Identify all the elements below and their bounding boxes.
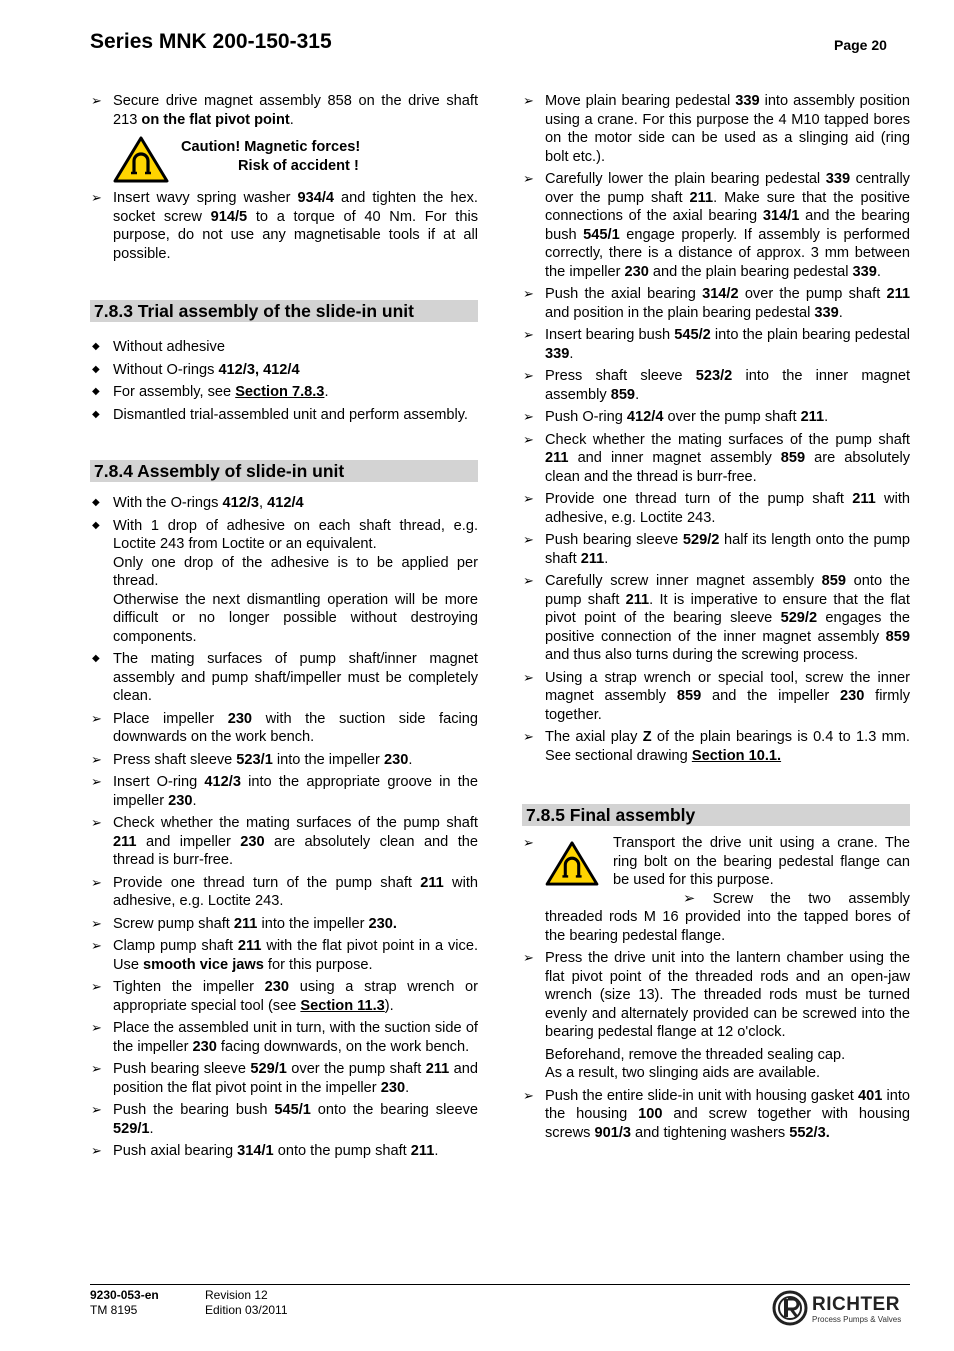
list-item: ➢ Push O-ring 412/4 over the pump shaft 211. (523, 409, 829, 425)
arrow-head-icon: ➢ (91, 751, 102, 767)
logo-subtext: Process Pumps & Valves (812, 1315, 902, 1324)
section-heading-7-8-5: 7.8.5 Final assembly (522, 804, 910, 826)
section-heading-7-8-3: 7.8.3 Trial assembly of the slide-in unit (90, 300, 478, 322)
richter-logo-mark (772, 1290, 810, 1326)
section-link[interactable]: Section 11.3 (300, 997, 385, 1014)
magnet-warning-icon (113, 135, 169, 183)
list-item: ◆ Dismantled trial-assembled unit and perform assembly. (92, 406, 468, 423)
caution-box (113, 135, 478, 183)
arrow-head-icon: ➢ (523, 368, 534, 383)
list-item: ➢ Push bearing sleeve 529/1 over the pump shaft 211 and position the flat pivot point in the impeller 230. (91, 1061, 478, 1096)
list-item: ➢ Carefully screw inner magnet assembly 859 onto the pump shaft 211. It is imperative to ensure that the flat pivot point of the bearing sleeve 529/2 engages the positive connection of the inner magnet assembly 859 and thus also turns during the screwing process. (523, 573, 911, 663)
footer-revision-info (205, 1288, 288, 1318)
logo-text: RICHTER (812, 1294, 900, 1315)
arrow-head-icon: ➢ (523, 93, 534, 108)
arrow-head-icon: ➢ (523, 532, 534, 547)
diamond-bullet-icon: ◆ (92, 497, 100, 508)
list-item: ➢ Transport the drive unit using a crane. The ring bolt on the bearing pedestal flange can be used for this purpose. ➢ Screw the two assembly threaded rods M 16 provided into the tapped bores of the bearing pedestal flange. (523, 835, 910, 944)
page-title: Series MNK 200-150-315 (90, 30, 332, 53)
arrow-head-icon: ➢ (523, 1087, 534, 1103)
list-item: ➢ Secure drive magnet assembly 858 on the drive shaft 213 on the flat pivot point. (91, 93, 478, 128)
list-item: ➢ Insert O-ring 412/3 into the appropriate groove in the impeller 230. (91, 774, 478, 809)
arrow-head-icon: ➢ (91, 1020, 102, 1035)
doc-number: 9230-053-en (90, 1288, 159, 1302)
list-item: ◆ Without O-rings 412/3, 412/4 (92, 361, 300, 378)
arrow-head-icon: ➢ (91, 938, 102, 953)
list-item: ➢ Clamp pump shaft 211 with the flat pivot point in a vice. Use smooth vice jaws for this purpose. (91, 938, 478, 973)
list-item: ◆ For assembly, see Section 7.8.3. (92, 384, 329, 400)
revision: Revision 12 (205, 1288, 268, 1302)
arrow-head-icon: ➢ (523, 950, 534, 965)
list-item: ➢ Screw pump shaft 211 into the impeller 230. (91, 915, 397, 932)
list-item: ➢ Push the bearing bush 545/1 onto the bearing sleeve 529/1. (91, 1102, 478, 1137)
section-heading-7-8-4: 7.8.4 Assembly of slide-in unit (90, 460, 478, 482)
page-number: Page 20 (834, 37, 887, 53)
magnet-warning-icon (545, 840, 599, 886)
arrow-head-icon: ➢ (91, 710, 102, 726)
caution-line-2: Risk of accident ! (238, 157, 359, 174)
list-item: ➢ Using a strap wrench or special tool, screw the inner magnet assembly 859 and the impeller 230 firmly together. (523, 669, 910, 723)
list-item: ➢ Provide one thread turn of the pump shaft 211 with adhesive, e.g. Loctite 243. (523, 491, 910, 526)
diamond-bullet-icon: ◆ (92, 341, 100, 352)
arrow-head-icon: ➢ (523, 327, 534, 342)
arrow-head-icon: ➢ (523, 835, 534, 850)
footer-doc-info (90, 1288, 159, 1318)
arrow-head-icon: ➢ (91, 190, 102, 205)
list-item: ◆ With the O-rings 412/3, 412/4 (92, 495, 304, 511)
diamond-bullet-icon: ◆ (92, 363, 100, 375)
list-item: ◆ With 1 drop of adhesive on each shaft thread, e.g. Loctite 243 from Loctite or an equivalent. Only one drop of the adhesive is to be applied per thread. Otherwise the next dismantling operation will be more difficult or no longer possible without destroying components. (92, 517, 478, 645)
list-item: ◆ The mating surfaces of pump shaft/inner magnet assembly and pump shaft/impeller must be completely clean. (92, 651, 478, 704)
list-item: ➢ Place the assembled unit in turn, with the suction side of the impeller 230 facing downwards, on the work bench. (91, 1020, 478, 1055)
left-column (90, 92, 478, 1165)
list-item: ➢ Move plain bearing pedestal 339 into assembly position using a crane. For this purpose the 4 M10 tapped bores on the motor side can be used as a slinging aid (ring bolt etc.). (523, 93, 910, 165)
arrow-head-icon: ➢ (683, 890, 713, 907)
diamond-bullet-icon: ◆ (92, 386, 100, 397)
arrow-head-icon: ➢ (91, 1102, 102, 1117)
section-link[interactable]: Section 7.8.3 (235, 384, 325, 400)
arrow-head-icon: ➢ (91, 915, 102, 931)
section-link[interactable]: Section 10.1. (691, 747, 782, 764)
list-item: ➢ Push the entire slide-in unit with housing gasket 401 into the housing 100 and screw together with housing screws 901/3 and tightening washers 552/3. (523, 1087, 910, 1141)
diamond-bullet-icon: ◆ (92, 653, 100, 664)
arrow-head-icon: ➢ (523, 286, 534, 301)
richter-logo (772, 1290, 910, 1326)
tm-number: TM 8195 (90, 1303, 138, 1317)
list-item: ➢ Tighten the impeller 230 using a strap wrench or appropriate special tool (see Section 11.3). (91, 979, 478, 1014)
list-item: ➢ Carefully lower the plain bearing pedestal 339 centrally over the pump shaft 211. Make sure that the positive connections of the axial bearing 314/1 and the bearing bush 545/1 engage properly. If assembly is performed correctly, there is a distance of approx. 3 mm between the impeller 230 and the plain bearing pedestal 339. (523, 171, 910, 280)
arrow-head-icon: ➢ (91, 1143, 102, 1158)
list-item: ➢ Push axial bearing 314/1 onto the pump shaft 211. (91, 1143, 439, 1159)
list-item: ➢ Provide one thread turn of the pump shaft 211 with adhesive, e.g. Loctite 243. (91, 874, 478, 909)
arrow-head-icon: ➢ (523, 491, 534, 506)
diamond-bullet-icon: ◆ (92, 519, 100, 531)
arrow-head-icon: ➢ (523, 729, 534, 744)
list-item: ➢ Push bearing sleeve 529/2 half its length onto the pump shaft 211. (523, 532, 910, 567)
arrow-head-icon: ➢ (523, 431, 534, 447)
list-item: ➢ Check whether the mating surfaces of the pump shaft 211 and inner magnet assembly 859 are absolutely clean and the thread is burr-free. (523, 431, 910, 485)
arrow-head-icon: ➢ (91, 1061, 102, 1076)
list-item: ➢ Insert bearing bush 545/2 into the plain bearing pedestal 339. (523, 327, 910, 362)
list-item: ➢ Push the axial bearing 314/2 over the pump shaft 211 and position in the plain bearing pedestal 339. (523, 286, 910, 321)
list-item: ➢ The axial play Z of the plain bearings is 0.4 to 1.3 mm. See sectional drawing Section 10.1. (523, 729, 910, 764)
list-item: ➢ Press shaft sleeve 523/2 into the inner magnet assembly 859. (523, 368, 911, 403)
arrow-head-icon: ➢ (91, 774, 102, 789)
edition: Edition 03/2011 (205, 1303, 288, 1317)
arrow-head-icon: ➢ (523, 409, 534, 424)
arrow-head-icon: ➢ (523, 573, 534, 588)
arrow-head-icon: ➢ (523, 669, 534, 685)
arrow-head-icon: ➢ (91, 815, 102, 830)
list-item: ➢ Insert wavy spring washer 934/4 and tighten the hex. socket screw 914/5 to a torque of 40 Nm. For this purpose, do not use any magnetisable tools if at all possible. (91, 190, 478, 262)
list-item: ➢ Press shaft sleeve 523/1 into the impeller 230. (91, 751, 413, 768)
caution-line-1: Caution! Magnetic forces! (181, 139, 361, 155)
right-column (522, 92, 910, 1146)
diamond-bullet-icon: ◆ (92, 408, 100, 420)
arrow-head-icon: ➢ (91, 93, 102, 108)
arrow-head-icon: ➢ (91, 979, 102, 994)
arrow-head-icon: ➢ (91, 874, 102, 890)
list-item: ➢ Check whether the mating surfaces of the pump shaft 211 and impeller 230 are absolutely clean and the thread is burr-free. (91, 815, 478, 868)
footer-divider (90, 1284, 910, 1285)
list-item: ➢ Press the drive unit into the lantern chamber using the flat pivot point of the threaded rods and an open-jaw wrench (size 13). The threaded rods must be turned evenly and alternately provided can be screwed into the bearing pedestal flange at 12 o'clock. Beforehand, remove the threaded sealing cap. As a result, two slinging aids are available. (523, 950, 910, 1081)
arrow-head-icon: ➢ (523, 171, 534, 186)
list-item: ➢ Place impeller 230 with the suction side facing downwards on the work bench. (91, 710, 478, 745)
list-item: ◆ Without adhesive (92, 339, 225, 355)
